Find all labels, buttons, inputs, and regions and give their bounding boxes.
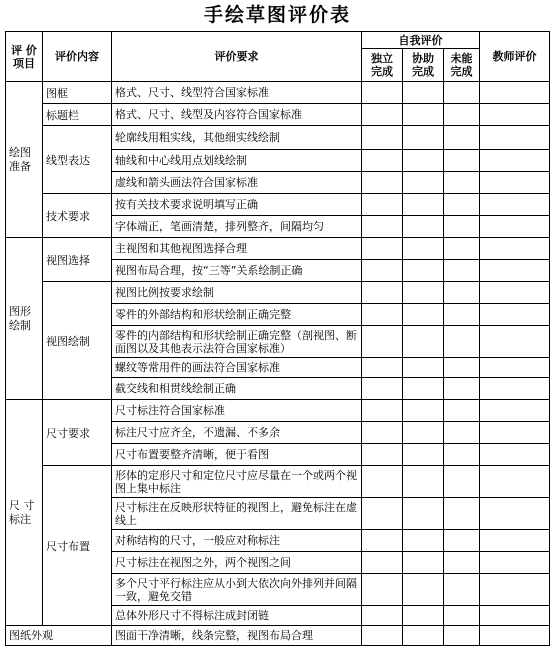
independent-cell[interactable] <box>362 466 403 498</box>
independent-cell[interactable] <box>362 238 403 260</box>
assisted-cell[interactable] <box>403 378 444 400</box>
requirement-text: 总体外形尺寸不得标注成封闭链 <box>112 606 362 626</box>
assisted-cell[interactable] <box>403 326 444 358</box>
page-title: 手绘草图评价表 <box>203 4 351 26</box>
not-done-cell[interactable] <box>444 260 480 282</box>
not-done-cell[interactable] <box>444 552 480 574</box>
teacher-cell[interactable] <box>480 422 550 444</box>
independent-cell[interactable] <box>362 574 403 606</box>
table-row <box>6 126 550 150</box>
teacher-cell[interactable] <box>480 304 550 326</box>
requirement-text: 标注尺寸应齐全，不遗漏、不多余 <box>112 422 362 444</box>
requirement-text: 格式、尺寸、线型及内容符合国家标准 <box>112 104 362 126</box>
table-row <box>6 282 550 304</box>
requirement-text: 虚线和箭头画法符合国家标准 <box>112 172 362 194</box>
teacher-cell[interactable] <box>480 216 550 238</box>
header-requirement: 评价要求 <box>112 32 362 82</box>
assisted-cell[interactable] <box>403 304 444 326</box>
assisted-cell[interactable] <box>403 606 444 626</box>
not-done-cell[interactable] <box>444 378 480 400</box>
assisted-cell[interactable] <box>403 282 444 304</box>
independent-cell[interactable] <box>362 82 403 104</box>
requirement-text: 形体的定形尺寸和定位尺寸应尽量在一个或两个视图上集中标注 <box>112 466 362 498</box>
independent-cell[interactable] <box>362 126 403 150</box>
independent-cell[interactable] <box>362 104 403 126</box>
teacher-cell[interactable] <box>480 326 550 358</box>
requirement-text: 轴线和中心线用点划线绘制 <box>112 150 362 172</box>
content-label: 技术要求 <box>43 194 112 238</box>
teacher-cell[interactable] <box>480 574 550 606</box>
content-label: 视图选择 <box>43 238 112 282</box>
header-independent: 独立 完成 <box>362 49 403 82</box>
header-item: 评 价 项目 <box>6 32 43 82</box>
assisted-cell[interactable] <box>403 238 444 260</box>
teacher-cell[interactable] <box>480 626 550 646</box>
teacher-cell[interactable] <box>480 444 550 466</box>
requirement-text: 主视图和其他视图选择合理 <box>112 238 362 260</box>
content-label: 尺寸布置 <box>43 466 112 626</box>
not-done-cell[interactable] <box>444 400 480 422</box>
table-row <box>6 466 550 498</box>
teacher-cell[interactable] <box>480 104 550 126</box>
teacher-cell[interactable] <box>480 466 550 498</box>
requirement-text: 尺寸布置要整齐清晰，便于看图 <box>112 444 362 466</box>
assisted-cell[interactable] <box>403 194 444 216</box>
not-done-cell[interactable] <box>444 422 480 444</box>
independent-cell[interactable] <box>362 378 403 400</box>
header-assisted: 协助 完成 <box>403 49 444 82</box>
independent-cell[interactable] <box>362 216 403 238</box>
teacher-cell[interactable] <box>480 606 550 626</box>
independent-cell[interactable] <box>362 326 403 358</box>
requirement-text: 零件的内部结构和形状绘制正确完整（剖视图、断面图以及其他表示法符合国家标准） <box>112 326 362 358</box>
not-done-cell[interactable] <box>444 82 480 104</box>
content-label: 视图绘制 <box>43 282 112 400</box>
independent-cell[interactable] <box>362 626 403 646</box>
teacher-cell[interactable] <box>480 82 550 104</box>
assisted-cell[interactable] <box>403 574 444 606</box>
section-label: 图形 绘制 <box>6 238 43 400</box>
teacher-cell[interactable] <box>480 172 550 194</box>
independent-cell[interactable] <box>362 498 403 530</box>
assisted-cell[interactable] <box>403 82 444 104</box>
not-done-cell[interactable] <box>444 216 480 238</box>
not-done-cell[interactable] <box>444 304 480 326</box>
not-done-cell[interactable] <box>444 126 480 150</box>
teacher-cell[interactable] <box>480 498 550 530</box>
table-row <box>6 626 550 646</box>
header-content: 评价内容 <box>43 32 112 82</box>
table-row <box>6 104 550 126</box>
requirement-text: 视图比例按要求绘制 <box>112 282 362 304</box>
not-done-cell[interactable] <box>444 150 480 172</box>
not-done-cell[interactable] <box>444 498 480 530</box>
requirement-text: 视图布局合理，按“三等”关系绘制正确 <box>112 260 362 282</box>
content-label: 标题栏 <box>43 104 112 126</box>
section-label: 尺 寸 标注 <box>6 400 43 626</box>
teacher-cell[interactable] <box>480 282 550 304</box>
independent-cell[interactable] <box>362 552 403 574</box>
teacher-cell[interactable] <box>480 358 550 378</box>
requirement-text: 对称结构的尺寸，一般应对称标注 <box>112 530 362 552</box>
not-done-cell[interactable] <box>444 466 480 498</box>
requirement-text: 尺寸标注在反映形状特征的视图上，避免标注在虚线上 <box>112 498 362 530</box>
content-label: 尺寸要求 <box>43 400 112 466</box>
independent-cell[interactable] <box>362 530 403 552</box>
teacher-cell[interactable] <box>480 260 550 282</box>
not-done-cell[interactable] <box>444 444 480 466</box>
assisted-cell[interactable] <box>403 260 444 282</box>
requirement-text: 字体端正，笔画清楚，排列整齐，间隔均匀 <box>112 216 362 238</box>
table-row <box>6 82 550 104</box>
table-row <box>6 194 550 216</box>
not-done-cell[interactable] <box>444 238 480 260</box>
content-label: 线型表达 <box>43 126 112 194</box>
independent-cell[interactable] <box>362 194 403 216</box>
teacher-cell[interactable] <box>480 150 550 172</box>
evaluation-table <box>5 31 550 646</box>
independent-cell[interactable] <box>362 260 403 282</box>
table-row <box>6 238 550 260</box>
teacher-cell[interactable] <box>480 194 550 216</box>
assisted-cell[interactable] <box>403 552 444 574</box>
requirement-text: 多个尺寸平行标注应从小到大依次向外排列并间隔一致，避免交错 <box>112 574 362 606</box>
section-label: 绘图 准备 <box>6 82 43 238</box>
independent-cell[interactable] <box>362 172 403 194</box>
teacher-cell[interactable] <box>480 126 550 150</box>
assisted-cell[interactable] <box>403 150 444 172</box>
assisted-cell[interactable] <box>403 216 444 238</box>
assisted-cell[interactable] <box>403 498 444 530</box>
assisted-cell[interactable] <box>403 422 444 444</box>
header-self-evaluation: 自我评价 <box>362 32 480 49</box>
requirement-text: 截交线和相贯线绘制正确 <box>112 378 362 400</box>
assisted-cell[interactable] <box>403 104 444 126</box>
table-body <box>6 82 550 646</box>
assisted-cell[interactable] <box>403 400 444 422</box>
teacher-cell[interactable] <box>480 530 550 552</box>
not-done-cell[interactable] <box>444 194 480 216</box>
teacher-cell[interactable] <box>480 552 550 574</box>
teacher-cell[interactable] <box>480 238 550 260</box>
independent-cell[interactable] <box>362 358 403 378</box>
assisted-cell[interactable] <box>403 126 444 150</box>
teacher-cell[interactable] <box>480 378 550 400</box>
not-done-cell[interactable] <box>444 606 480 626</box>
requirement-text: 按有关技术要求说明填写正确 <box>112 194 362 216</box>
independent-cell[interactable] <box>362 606 403 626</box>
requirement-text: 轮廓线用粗实线，其他细实线绘制 <box>112 126 362 150</box>
header-not-done: 未能 完成 <box>444 49 480 82</box>
assisted-cell[interactable] <box>403 172 444 194</box>
section-label: 图纸外观 <box>6 626 112 646</box>
not-done-cell[interactable] <box>444 104 480 126</box>
requirement-text: 螺纹等常用件的画法符合国家标准 <box>112 358 362 378</box>
not-done-cell[interactable] <box>444 626 480 646</box>
assisted-cell[interactable] <box>403 444 444 466</box>
requirement-text: 尺寸标注在视图之外，两个视图之间 <box>112 552 362 574</box>
independent-cell[interactable] <box>362 150 403 172</box>
independent-cell[interactable] <box>362 304 403 326</box>
independent-cell[interactable] <box>362 444 403 466</box>
not-done-cell[interactable] <box>444 326 480 358</box>
header-teacher: 教师评价 <box>480 32 550 82</box>
content-label: 图框 <box>43 82 112 104</box>
assisted-cell[interactable] <box>403 466 444 498</box>
requirement-text: 尺寸标注符合国家标准 <box>112 400 362 422</box>
assisted-cell[interactable] <box>403 626 444 646</box>
independent-cell[interactable] <box>362 282 403 304</box>
not-done-cell[interactable] <box>444 172 480 194</box>
requirement-text: 零件的外部结构和形状绘制正确完整 <box>112 304 362 326</box>
requirement-text: 格式、尺寸、线型符合国家标准 <box>112 82 362 104</box>
not-done-cell[interactable] <box>444 358 480 378</box>
assisted-cell[interactable] <box>403 530 444 552</box>
not-done-cell[interactable] <box>444 574 480 606</box>
not-done-cell[interactable] <box>444 282 480 304</box>
teacher-cell[interactable] <box>480 400 550 422</box>
table-row <box>6 400 550 422</box>
assisted-cell[interactable] <box>403 358 444 378</box>
requirement-text: 图面干净清晰，线条完整，视图布局合理 <box>112 626 362 646</box>
independent-cell[interactable] <box>362 422 403 444</box>
independent-cell[interactable] <box>362 400 403 422</box>
not-done-cell[interactable] <box>444 530 480 552</box>
